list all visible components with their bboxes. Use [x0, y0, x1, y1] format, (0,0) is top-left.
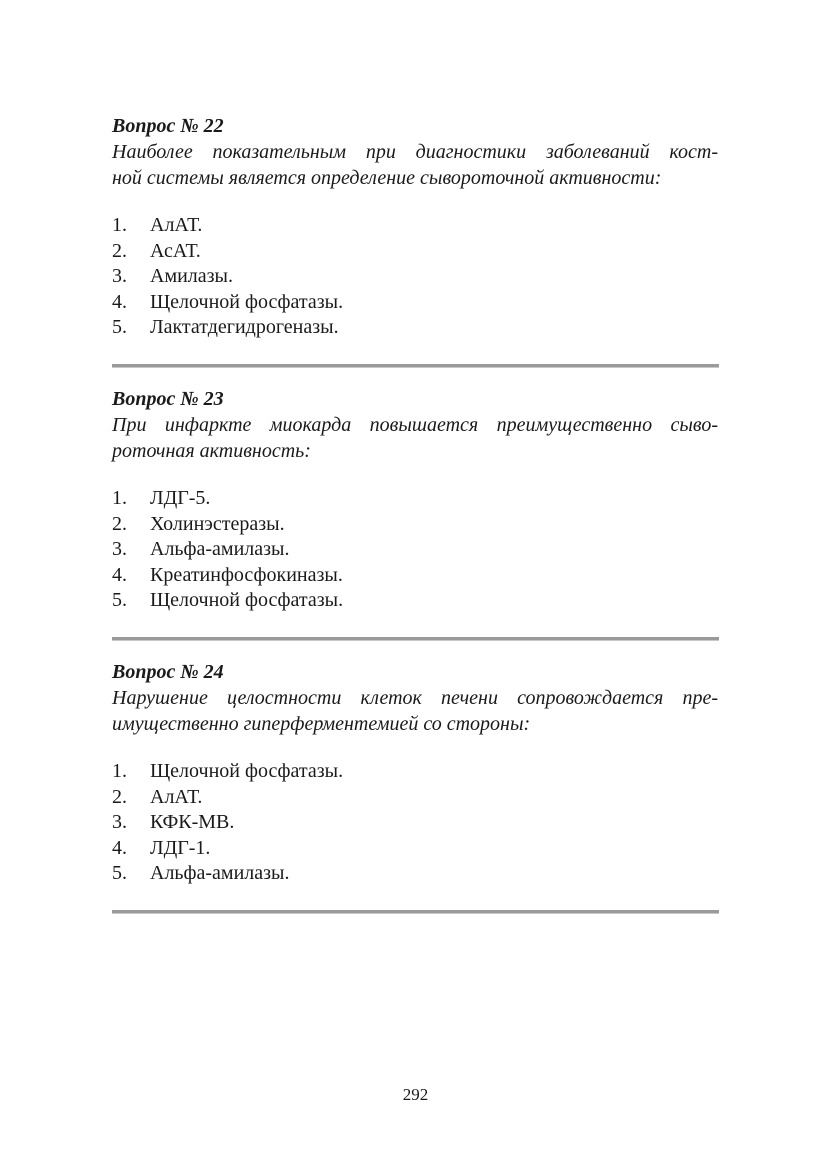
page-number: 292	[402, 1085, 429, 1104]
answer-item	[112, 563, 718, 589]
answer-item	[112, 512, 718, 538]
answer-list	[112, 213, 718, 341]
answer-number: 1.	[112, 214, 127, 236]
question-title: Вопрос № 23	[112, 388, 224, 410]
question-text	[112, 412, 718, 464]
question-22	[112, 113, 718, 341]
answer-number: 3.	[112, 265, 127, 287]
question-23	[112, 386, 718, 614]
answer-item	[112, 861, 718, 887]
answer-text: Альфа-амилазы.	[150, 538, 290, 560]
answer-number: 5.	[112, 862, 127, 884]
question-text-line: роточная активность:	[112, 440, 311, 462]
answer-item	[112, 785, 718, 811]
answer-text: Щелочной фосфатазы.	[150, 760, 344, 782]
question-title: Вопрос № 24	[112, 661, 224, 683]
question-text	[112, 685, 718, 737]
answer-number: 2.	[112, 785, 127, 808]
answer-item	[112, 537, 718, 563]
answer-item	[112, 290, 718, 316]
answer-number: 3.	[112, 538, 127, 560]
question-text-line: ной системы является определение сывороточной активности:	[112, 167, 662, 189]
section-divider	[112, 910, 719, 914]
answer-item	[112, 239, 718, 265]
answer-text: КФК-МВ.	[150, 811, 235, 833]
question-text-line: Наиболее показательным при диагностики заболеваний кост-	[112, 141, 718, 163]
answer-text: Холинэстеразы.	[150, 512, 285, 535]
answer-text: Креатинфосфокиназы.	[150, 563, 343, 586]
answer-item	[112, 588, 718, 614]
question-text-line: имущественно гиперферментемией со стороны:	[112, 713, 531, 735]
answer-number: 2.	[112, 512, 127, 535]
answer-list	[112, 759, 718, 887]
answer-item	[112, 836, 718, 862]
answer-text: ЛДГ-1.	[150, 836, 211, 859]
answer-text: Альфа-амилазы.	[150, 862, 290, 884]
question-text-line: Нарушение целостности клеток печени сопровождается пре-	[112, 687, 718, 709]
answer-text: АлАТ.	[150, 785, 203, 808]
question-24	[112, 659, 718, 887]
question-title: Вопрос № 22	[112, 115, 224, 137]
answer-text: Щелочной фосфатазы.	[150, 589, 344, 611]
question-text	[112, 139, 718, 191]
answer-number: 2.	[112, 239, 127, 262]
answer-number: 4.	[112, 290, 127, 313]
answer-text: Амилазы.	[150, 265, 233, 287]
answer-number: 5.	[112, 316, 127, 338]
answer-text: ЛДГ-5.	[150, 487, 211, 509]
answer-number: 1.	[112, 760, 127, 782]
answer-number: 4.	[112, 836, 127, 859]
answer-item	[112, 264, 718, 290]
answer-number: 5.	[112, 589, 127, 611]
answer-text: Лактатдегидрогеназы.	[150, 316, 339, 338]
answer-item	[112, 486, 718, 512]
answer-text: АсАТ.	[150, 239, 201, 262]
answer-item	[112, 315, 718, 341]
answer-item	[112, 759, 718, 785]
answer-number: 3.	[112, 811, 127, 833]
answer-item	[112, 213, 718, 239]
answer-item	[112, 810, 718, 836]
answer-text: АлАТ.	[150, 214, 203, 236]
answer-text: Щелочной фосфатазы.	[150, 290, 344, 313]
question-text-line: При инфаркте миокарда повышается преимущественно сыво-	[112, 414, 718, 436]
answer-list	[112, 486, 718, 614]
section-divider	[112, 364, 719, 368]
answer-number: 4.	[112, 563, 127, 586]
section-divider	[112, 637, 719, 641]
answer-number: 1.	[112, 487, 127, 509]
